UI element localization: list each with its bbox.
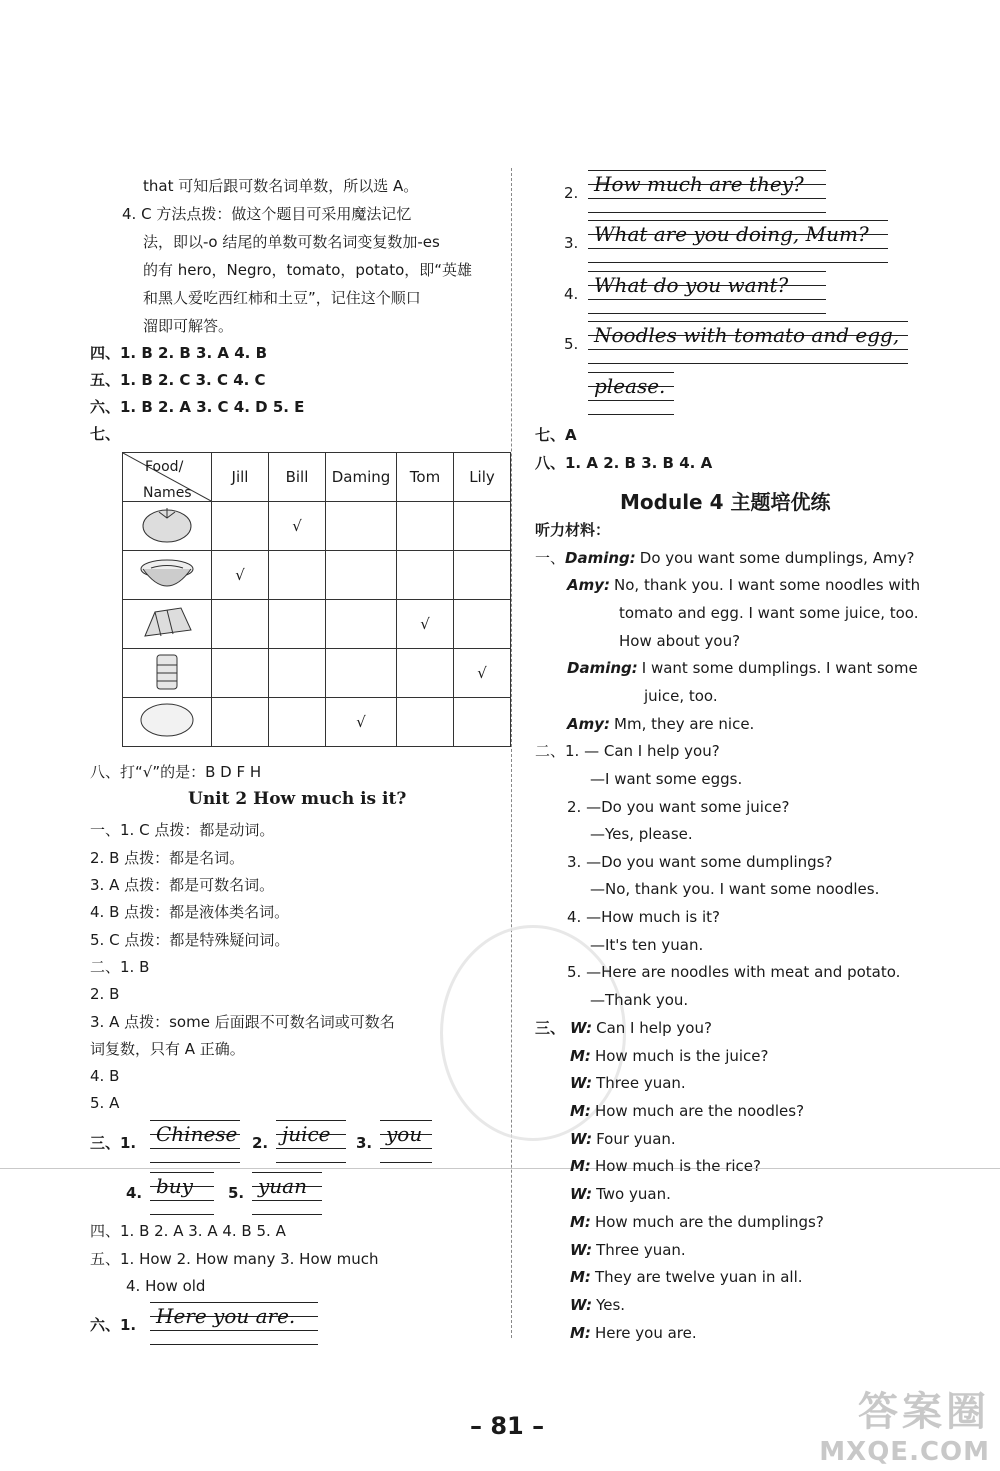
- tick-cell: [454, 698, 511, 747]
- dialog-line: —No, thank you. I want some noodles.: [590, 880, 880, 898]
- tick-cell: [326, 551, 397, 600]
- dialog-line: W: Four yuan.: [570, 1130, 676, 1148]
- name-header: Lily: [454, 453, 511, 502]
- answer-line: 2. B 点拨：都是名词。: [90, 849, 245, 867]
- dialog-line: 4. —How much is it?: [567, 908, 720, 926]
- handwriting-answer: What do you want?: [588, 271, 826, 315]
- answer-line: 2. B: [90, 985, 120, 1003]
- table-row: [123, 502, 511, 551]
- dialog-line: 5. —Here are noodles with meat and potato.: [567, 963, 901, 981]
- answer-line: 四、1. B 2. A 3. A 4. B 5. A: [90, 1222, 286, 1240]
- dialog-line: M: How much is the rice?: [570, 1157, 761, 1175]
- handwriting-answer: yuan: [252, 1172, 322, 1216]
- tick-cell: [326, 502, 397, 551]
- dialog-line: 一、Daming: Do you want some dumplings, Amy?: [535, 549, 915, 567]
- table-row: [123, 698, 511, 747]
- dialog-line: W: Yes.: [570, 1296, 626, 1314]
- dialog-line: Amy: No, thank you. I want some noodles with: [567, 576, 921, 594]
- answer-line: 的有 hero，Negro，tomato，potato，即“英雄: [143, 261, 473, 279]
- dialog-line: 3. —Do you want some dumplings?: [567, 853, 833, 871]
- answer-line: 4. B: [90, 1067, 120, 1085]
- tick-cell: [269, 600, 326, 649]
- dialog-line: —I want some eggs.: [590, 770, 743, 788]
- tick-cell: [454, 551, 511, 600]
- dialog-line: How about you?: [619, 632, 741, 650]
- tick-cell: [269, 649, 326, 698]
- answer-line: 4. How old: [126, 1277, 206, 1295]
- question-label: 三、: [535, 1019, 566, 1037]
- answer-line: 5. A: [90, 1094, 120, 1112]
- answer-line: 词复数，只有 A 正确。: [90, 1040, 245, 1058]
- dialog-line: W: Two yuan.: [570, 1185, 671, 1203]
- rice-plate-icon: [123, 698, 212, 747]
- name-header: Bill: [269, 453, 326, 502]
- answer-line: 八、1. A 2. B 3. B 4. A: [535, 454, 713, 472]
- answer-line: 溜即可解答。: [143, 317, 234, 335]
- dialog-line: —Yes, please.: [590, 825, 693, 843]
- handwriting-answer: Chinese: [150, 1120, 240, 1164]
- dialog-line: —Thank you.: [590, 991, 689, 1009]
- handwriting-answer: Here you are.: [150, 1302, 318, 1346]
- tick-cell: [326, 649, 397, 698]
- dialog-line: juice, too.: [644, 687, 718, 705]
- dialog-line: W: Can I help you?: [570, 1019, 712, 1037]
- food-names-table: [122, 452, 511, 747]
- name-header: Tom: [397, 453, 454, 502]
- tomato-icon: [123, 502, 212, 551]
- handwriting-answer: Noodles with tomato and egg,: [588, 321, 908, 365]
- tick-cell: [269, 698, 326, 747]
- tick-cell: √: [397, 600, 454, 649]
- table-row: [123, 600, 511, 649]
- page-fold-line: [0, 1168, 1000, 1169]
- column-divider: [511, 168, 512, 1338]
- tick-cell: [454, 600, 511, 649]
- question-number: 3.: [356, 1134, 373, 1152]
- dialog-line: 二、1. — Can I help you?: [535, 742, 720, 760]
- question-number: 3.: [564, 234, 579, 252]
- site-watermark: 答案圈 MXQE.COM: [819, 1389, 990, 1467]
- unit-title: Unit 2 How much is it?: [188, 789, 407, 809]
- dialog-line: W: Three yuan.: [570, 1241, 686, 1259]
- tick-cell: √: [454, 649, 511, 698]
- question-number: 2.: [252, 1134, 269, 1152]
- answer-line: 3. A 点拨：都是可数名词。: [90, 876, 275, 894]
- answer-line: 五、1. B 2. C 3. C 4. C: [90, 371, 266, 389]
- tick-cell: √: [269, 502, 326, 551]
- tick-cell: [397, 502, 454, 551]
- dialog-line: M: How much are the noodles?: [570, 1102, 805, 1120]
- dialog-line: W: Three yuan.: [570, 1074, 686, 1092]
- answer-line: 二、1. B: [90, 958, 150, 976]
- handwriting-answer: you: [380, 1120, 432, 1164]
- handwriting-answer: please.: [588, 372, 674, 416]
- handwriting-answer: buy: [150, 1172, 214, 1216]
- dialog-line: Daming: I want some dumplings. I want some: [567, 659, 918, 677]
- answer-line: 和黑人爱吃西红柿和土豆”，记住这个顺口: [143, 289, 421, 307]
- table-row: [123, 649, 511, 698]
- name-header: Daming: [326, 453, 397, 502]
- dialog-line: Amy: Mm, they are nice.: [567, 715, 755, 733]
- question-label: 六、1.: [90, 1316, 137, 1334]
- name-header: Jill: [212, 453, 269, 502]
- answer-line: 法，即以-o 结尾的单数可数名词变复数加-es: [143, 233, 440, 251]
- question-number: 4.: [564, 285, 579, 303]
- answer-line: 3. A 点拨：some 后面跟不可数名词或可数名: [90, 1013, 395, 1031]
- dialog-line: M: They are twelve yuan in all.: [570, 1268, 803, 1286]
- table-row: [123, 551, 511, 600]
- table-corner-header: Food/ Names: [123, 453, 212, 502]
- dialog-line: 2. —Do you want some juice?: [567, 798, 790, 816]
- answer-line: 4. C 方法点拨：做这个题目可采用魔法记忆: [122, 205, 412, 223]
- tick-cell: [454, 502, 511, 551]
- listening-heading: 听力材料：: [535, 521, 611, 539]
- tick-cell: [212, 649, 269, 698]
- tick-cell: [397, 649, 454, 698]
- tick-cell: [269, 551, 326, 600]
- answer-line: 5. C 点拨：都是特殊疑问词。: [90, 931, 290, 949]
- answer-line: 4. B 点拨：都是液体类名词。: [90, 903, 290, 921]
- juice-glass-icon: [123, 649, 212, 698]
- handwriting-answer: juice: [276, 1120, 346, 1164]
- answer-line: 六、1. B 2. A 3. C 4. D 5. E: [90, 398, 305, 416]
- answer-line: 七、: [90, 425, 121, 443]
- tick-cell: [212, 502, 269, 551]
- answer-line: 八、打“√”的是：B D F H: [90, 763, 262, 781]
- page-number: – 81 –: [470, 1412, 545, 1440]
- tick-cell: √: [212, 551, 269, 600]
- tick-cell: √: [326, 698, 397, 747]
- dumplings-icon: [123, 600, 212, 649]
- noodles-bowl-icon: [123, 551, 212, 600]
- dialog-line: M: Here you are.: [570, 1324, 697, 1342]
- answer-line: 四、1. B 2. B 3. A 4. B: [90, 344, 268, 362]
- answer-line: 一、1. C 点拨：都是动词。: [90, 821, 275, 839]
- dialog-line: —It's ten yuan.: [590, 936, 704, 954]
- answer-line: 五、1. How 2. How many 3. How much: [90, 1250, 379, 1268]
- dialog-line: M: How much is the juice?: [570, 1047, 769, 1065]
- handwriting-answer: How much are they?: [588, 170, 826, 214]
- answer-line: 七、A: [535, 426, 577, 444]
- question-number: 5.: [228, 1184, 245, 1202]
- question-number: 2.: [564, 184, 579, 202]
- tick-cell: [397, 551, 454, 600]
- answer-line: that 可知后跟可数名词单数，所以选 A。: [143, 177, 419, 195]
- handwriting-answer: What are you doing, Mum?: [588, 220, 888, 264]
- tick-cell: [212, 600, 269, 649]
- question-label: 三、1.: [90, 1134, 137, 1152]
- dialog-line: M: How much are the dumplings?: [570, 1213, 824, 1231]
- tick-cell: [326, 600, 397, 649]
- module-title: Module 4 主题培优练: [620, 490, 831, 514]
- tick-cell: [397, 698, 454, 747]
- tick-cell: [212, 698, 269, 747]
- question-number: 4.: [126, 1184, 143, 1202]
- question-number: 5.: [564, 335, 579, 353]
- dialog-line: tomato and egg. I want some juice, too.: [619, 604, 919, 622]
